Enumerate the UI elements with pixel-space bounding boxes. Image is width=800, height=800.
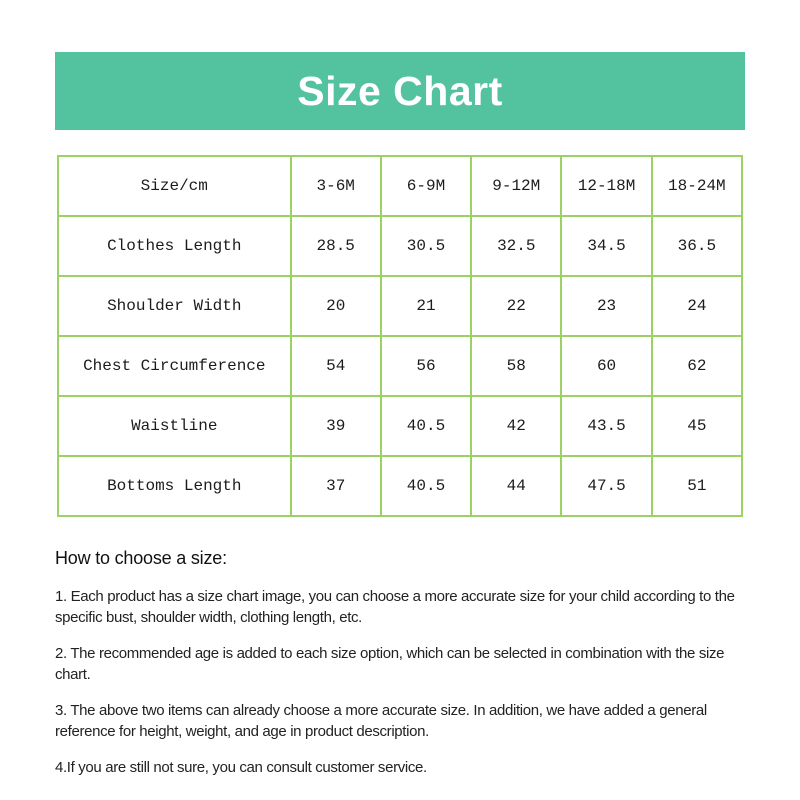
size-cell: 60 xyxy=(561,336,651,396)
size-cell: 43.5 xyxy=(561,396,651,456)
size-cell: 40.5 xyxy=(381,396,471,456)
size-table xyxy=(57,155,743,517)
size-cell: 42 xyxy=(471,396,561,456)
table-row xyxy=(58,456,742,516)
size-row-label: Bottoms Length xyxy=(58,456,291,516)
size-cell: 32.5 xyxy=(471,216,561,276)
size-cell: 39 xyxy=(291,396,381,456)
size-row-label: Clothes Length xyxy=(58,216,291,276)
size-cell: 45 xyxy=(652,396,742,456)
size-table-header-cell: Size/cm xyxy=(58,156,291,216)
guide-item-1: 1. Each product has a size chart image, you can choose a more accurate size for your child according to the specific bust, shoulder width, clothing length, etc. xyxy=(55,588,735,626)
size-table-header-row xyxy=(58,156,742,216)
page-title: Size Chart xyxy=(297,67,503,114)
size-cell: 58 xyxy=(471,336,561,396)
size-cell: 54 xyxy=(291,336,381,396)
table-row xyxy=(58,276,742,336)
size-cell: 36.5 xyxy=(652,216,742,276)
size-cell: 40.5 xyxy=(381,456,471,516)
table-row xyxy=(58,336,742,396)
size-cell: 44 xyxy=(471,456,561,516)
size-cell: 21 xyxy=(381,276,471,336)
size-cell: 37 xyxy=(291,456,381,516)
size-cell: 30.5 xyxy=(381,216,471,276)
size-cell: 56 xyxy=(381,336,471,396)
size-table-header-cell: 12-18M xyxy=(561,156,651,216)
size-table-header-cell: 6-9M xyxy=(381,156,471,216)
size-chart-banner xyxy=(55,52,745,130)
size-cell: 20 xyxy=(291,276,381,336)
guide-item-4: 4.If you are still not sure, you can consult customer service. xyxy=(55,759,427,776)
size-table-header-cell: 18-24M xyxy=(652,156,742,216)
size-cell: 47.5 xyxy=(561,456,651,516)
size-table-header-cell: 3-6M xyxy=(291,156,381,216)
table-row xyxy=(58,216,742,276)
size-cell: 62 xyxy=(652,336,742,396)
size-row-label: Waistline xyxy=(58,396,291,456)
size-cell: 51 xyxy=(652,456,742,516)
table-row xyxy=(58,396,742,456)
how-to-choose-heading: How to choose a size: xyxy=(55,548,227,568)
size-row-label: Shoulder Width xyxy=(58,276,291,336)
size-cell: 28.5 xyxy=(291,216,381,276)
guide-item-2: 2. The recommended age is added to each size option, which can be selected in combination with the size chart. xyxy=(55,645,725,683)
how-to-choose-section xyxy=(55,548,745,793)
size-cell: 34.5 xyxy=(561,216,651,276)
size-row-label: Chest Circumference xyxy=(58,336,291,396)
size-cell: 22 xyxy=(471,276,561,336)
size-cell: 24 xyxy=(652,276,742,336)
guide-item-3: 3. The above two items can already choose a more accurate size. In addition, we have added a general reference for height, weight, and age in product description. xyxy=(55,702,707,740)
size-table-header-cell: 9-12M xyxy=(471,156,561,216)
size-cell: 23 xyxy=(561,276,651,336)
